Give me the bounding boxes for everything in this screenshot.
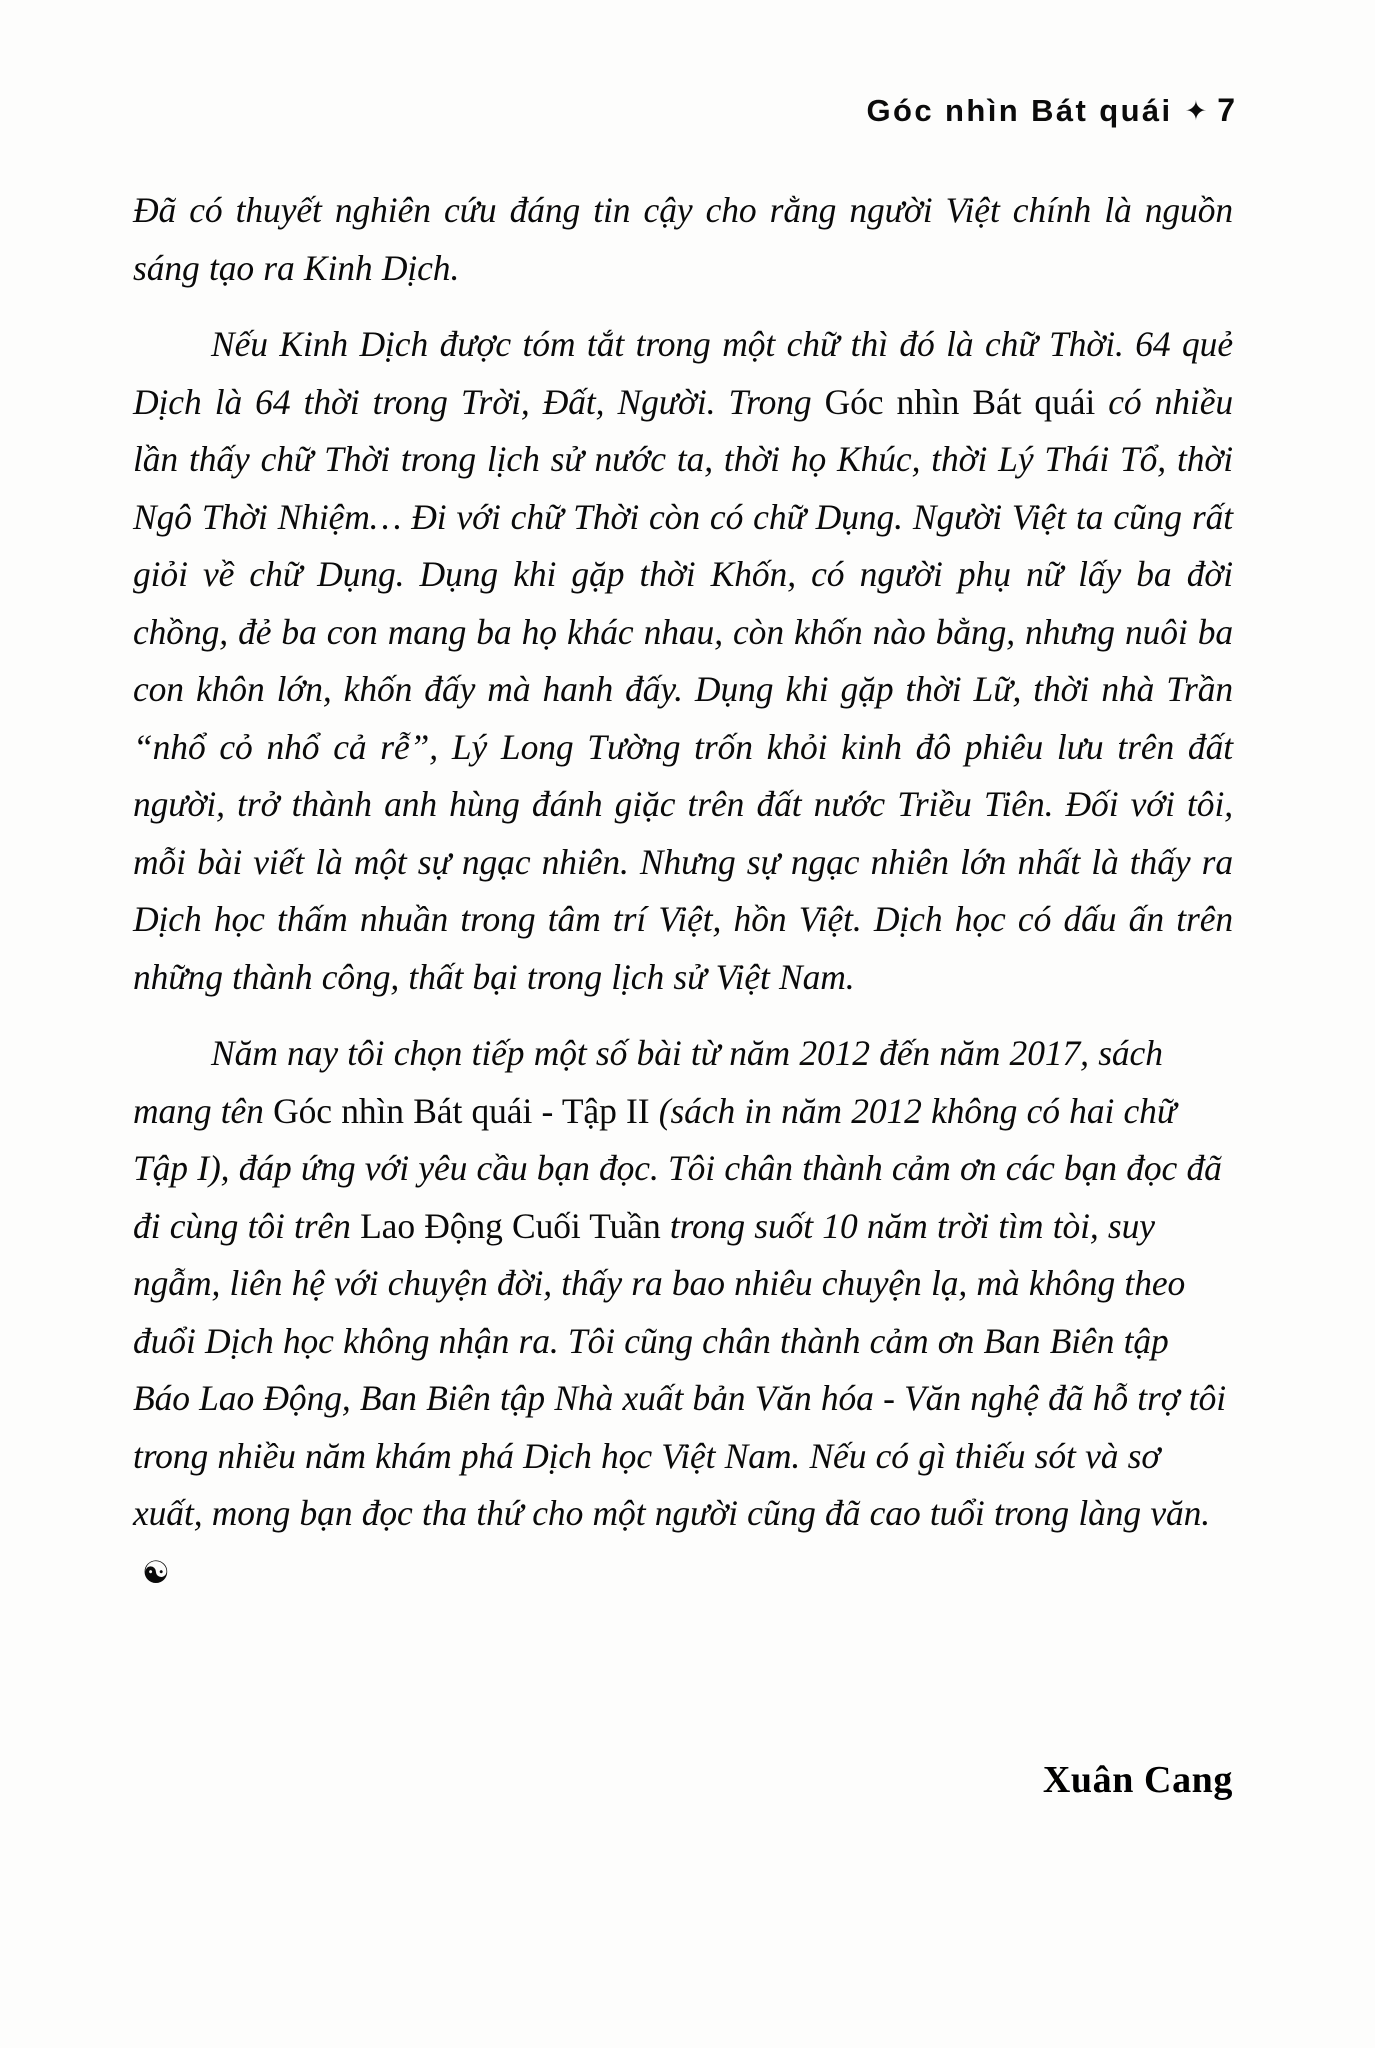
running-header-title: Góc nhìn Bát quái [866,93,1173,128]
text-run: trong suốt 10 năm trời tìm tòi, suy ngẫm, liên hệ với chuyện đời, thấy ra bao nhiêu chuyện lạ, mà không theo đuổi Dịch học không nhận ra. Tôi cũng chân thành cảm ơn Ban Biên tập Báo Lao Động, Ban Biên tập Nhà xuất bản Văn hóa - Văn nghệ đã hỗ trợ tôi trong nhiều năm khám phá Dịch học Việt Nam. Nếu có gì thiếu sót và sơ xuất, mong bạn đọc tha thứ cho một người cũng đã cao tuổi trong làng văn. [133,1205,1227,1533]
text-run: Năm nay tôi chọn tiếp một số bài từ năm 2012 đến năm 2017, sách mang tên [133,1033,1163,1131]
diamond-star-icon: ✦ [1184,96,1208,126]
running-header [140,92,1235,129]
text-run: (sách in năm 2012 không có hai chữ Tập I), đáp ứng với yêu cầu bạn đọc. Tôi chân thành cảm ơn các bạn đọc đã đi cùng tôi trên [133,1090,1222,1246]
book-title-mention: Góc nhìn Bát quái [824,381,1096,422]
page-number: 7 [1217,92,1235,128]
body-text-block [133,182,1233,1601]
author-signature: Xuân Cang [1042,1759,1233,1801]
text-run: có nhiều lần thấy chữ Thời trong lịch sử nước ta, thời họ Khúc, thời Lý Thái Tổ, thời Ngô Thời Nhiệm… Đi với chữ Thời còn có chữ Dụng. Người Việt ta cũng rất giỏi về chữ Dụng. Dụng khi gặp thời Khốn, có người phụ nữ lấy ba đời chồng, đẻ ba con mang ba họ khác nhau, còn khốn nào bằng, nhưng nuôi ba con khôn lớn, khốn đấy mà hanh đấy. Dụng khi gặp thời Lữ, thời nhà Trần “nhổ cỏ nhổ cả rễ”, Lý Long Tường trốn khỏi kinh đô phiêu lưu trên đất người, trở thành anh hùng đánh giặc trên đất nước Triều Tiên. Đối với tôi, mỗi bài viết là một sự ngạc nhiên. Nhưng sự ngạc nhiên lớn nhất là thấy ra Dịch học thấm nhuần trong tâm trí Việt, hồn Việt. Dịch học có dấu ấn trên những thành công, thất bại trong lịch sử Việt Nam. [133,381,1233,997]
book-title-mention: Góc nhìn Bát quái - Tập II [273,1090,650,1131]
paragraph-1: Đã có thuyết nghiên cứu đáng tin cậy cho rằng người Việt chính là nguồn sáng tạo ra Kinh Dịch. [133,190,1233,288]
paragraph-3 [133,1025,1233,1601]
yin-yang-icon: ☯ [142,1554,170,1590]
newspaper-title-mention: Lao Động Cuối Tuần [360,1205,661,1246]
text-run: Nếu Kinh Dịch được tóm tắt trong một chữ thì đó là chữ Thời. 64 quẻ Dịch là 64 thời trong Trời, Đất, Người. Trong [133,324,1233,422]
paragraph-2 [133,316,1233,1006]
